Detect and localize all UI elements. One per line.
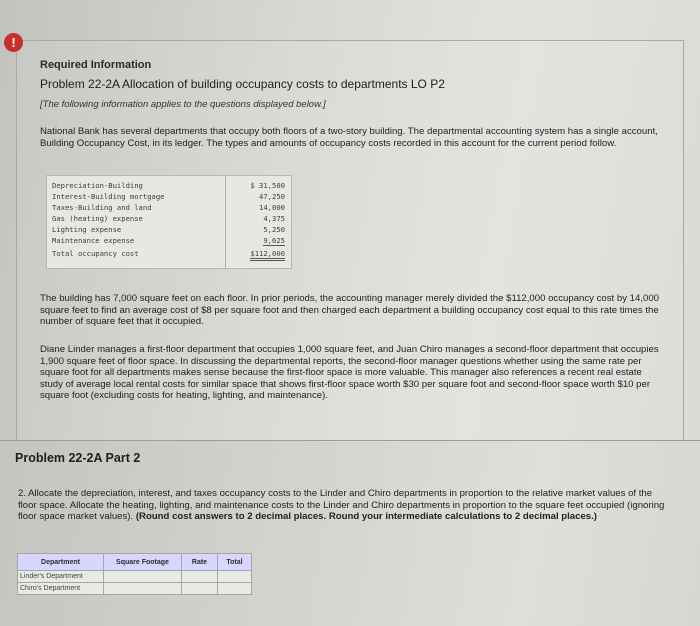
ledger-amount: 4,375: [263, 214, 285, 223]
part-title: Problem 22-2A Part 2: [15, 451, 141, 465]
allocation-table: [17, 553, 252, 595]
ledger-label: Depreciation-Building: [52, 181, 143, 190]
ledger-row: [47, 181, 291, 192]
ledger-label: Interest-Building mortgage: [52, 192, 165, 201]
row-label-linder: Linder's Department: [18, 571, 104, 583]
ledger-total-row: [47, 249, 291, 260]
ledger-row: [47, 225, 291, 236]
ledger-label: Taxes-Building and land: [52, 203, 152, 212]
allocation-paragraph: The building has 7,000 square feet on each floor. In prior periods, the accounting manager merely divided the $112,000 occupancy cost by 14,000 square feet to find an average cost of $8 per square foot and then charged each department a building occupancy cost equal to this rate times the number of square feet that it occupied.: [40, 293, 660, 328]
linder-total-input[interactable]: [218, 571, 252, 583]
ledger-label: Gas (heating) expense: [52, 214, 143, 223]
instruction-note: [The following information applies to the questions displayed below.]: [40, 99, 326, 110]
ledger-row: [47, 192, 291, 203]
header-square-footage: Square Footage: [104, 554, 182, 571]
problem-title: Problem 22-2A Allocation of building occupancy costs to departments LO P2: [40, 77, 445, 91]
question-text: 2. Allocate the depreciation, interest, and taxes occupancy costs to the Linder and Chiro departments in proportion to the relative market values of the floor space. Allocate the heating, lighting, and maintenance costs to the Linder and Chiro departments in proportion to the square feet occupied (ignoring floor space market values).: [18, 488, 665, 523]
row-label-chiro: Chiro's Department: [18, 583, 104, 595]
ledger-total-amount: $112,000: [250, 249, 285, 261]
table-row: [18, 571, 252, 583]
managers-paragraph: Diane Linder manages a first-floor department that occupies 1,000 square feet, and Juan Chiro manages a second-floor department that occupies 1,900 square feet of floor space. In discussing the departmental reports, the second-floor manager questions whether using the same rate per square foot for all departments makes sense because the first-floor space is more valuable. This manager also references a recent real estate study of average local rental costs for similar space that shows first-floor space worth $30 per square foot and second-floor space worth $10 per square foot (excluding costs for heating, lighting, and maintenance).: [40, 344, 659, 402]
ledger-amount: 5,250: [263, 225, 285, 234]
ledger-amount: 47,250: [259, 192, 285, 201]
ledger-row: [47, 203, 291, 214]
ledger-total-label: Total occupancy cost: [52, 249, 139, 258]
ledger-row: [47, 214, 291, 225]
question-paragraph: [18, 488, 668, 523]
ledger-amount: 14,000: [259, 203, 285, 212]
linder-rate-input[interactable]: [182, 571, 218, 583]
ledger-row: [47, 236, 291, 247]
intro-paragraph: National Bank has several departments that occupy both floors of a two-story building. The departmental accounting system has a single account, Building Occupancy Cost, in its ledger. The types and amounts of occupancy costs recorded in this account for the current period follow.: [40, 126, 658, 149]
chiro-total-input[interactable]: [218, 583, 252, 595]
ledger-label: Lighting expense: [52, 225, 122, 234]
header-total: Total: [218, 554, 252, 571]
linder-square-footage-input[interactable]: [104, 571, 182, 583]
ledger-amount: 9,625: [263, 236, 285, 245]
ledger-amount: $ 31,500: [250, 181, 285, 190]
header-department: Department: [18, 554, 104, 571]
part-panel: [0, 440, 700, 626]
chiro-rate-input[interactable]: [182, 583, 218, 595]
rounding-instruction: (Round cost answers to 2 decimal places. Round your intermediate calculations to 2 decimal places.): [135, 511, 598, 523]
alert-icon: !: [4, 33, 23, 52]
required-information-label: Required Information: [40, 59, 152, 71]
chiro-square-footage-input[interactable]: [104, 583, 182, 595]
ledger-label: Maintenance expense: [52, 236, 135, 245]
table-row: [18, 583, 252, 595]
occupancy-cost-ledger: [46, 175, 292, 269]
header-rate: Rate: [182, 554, 218, 571]
table-header-row: [18, 554, 252, 571]
